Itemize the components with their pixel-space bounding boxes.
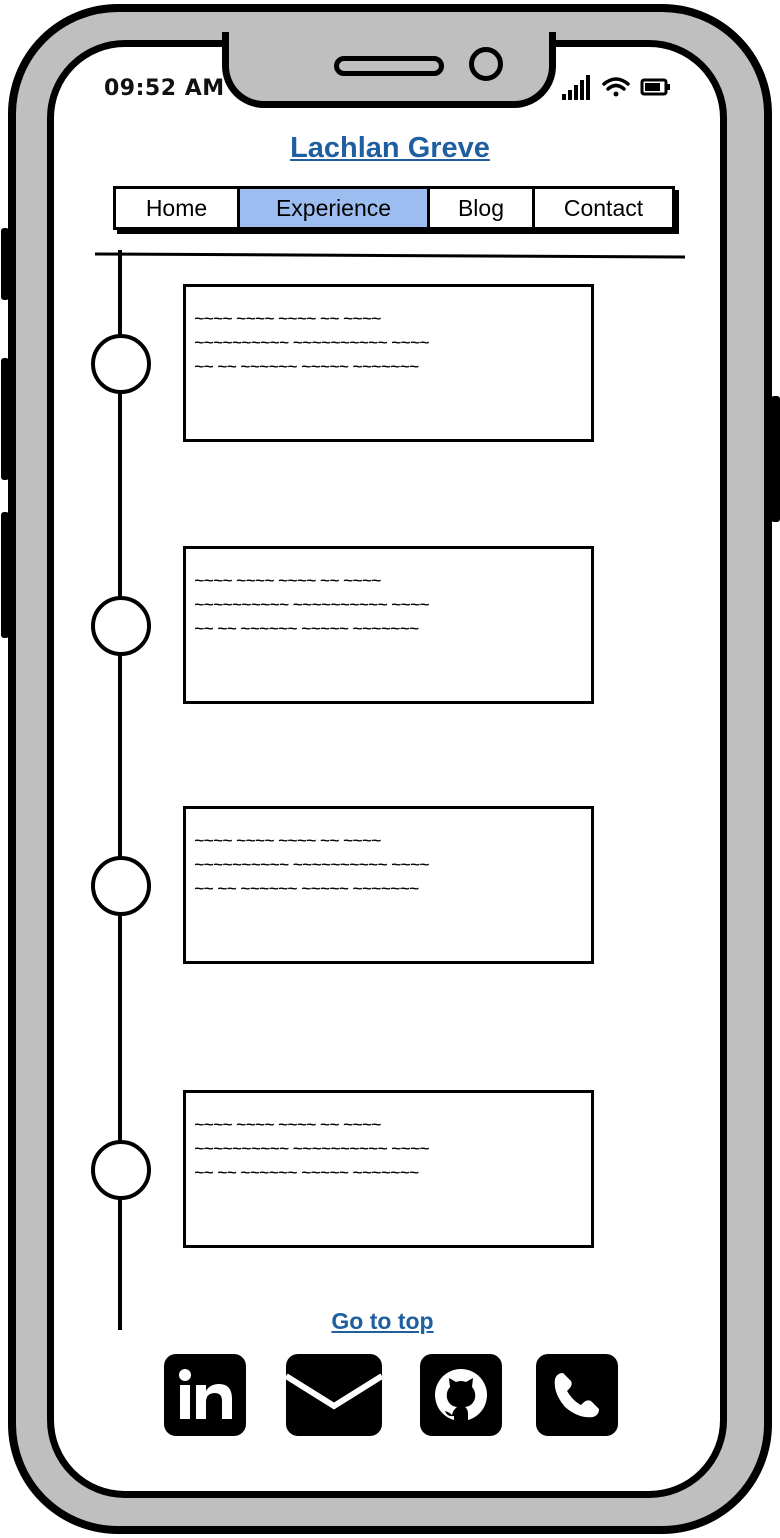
tab-contact[interactable]: Contact xyxy=(563,194,644,221)
linkedin-icon xyxy=(174,1367,236,1423)
timeline-node xyxy=(91,596,151,656)
timeline-card xyxy=(183,806,594,964)
phone-icon xyxy=(549,1367,605,1423)
side-button xyxy=(1,512,9,638)
phone-button[interactable] xyxy=(536,1354,618,1436)
go-to-top-link[interactable]: Go to top xyxy=(331,1308,434,1334)
tab-home[interactable]: Home xyxy=(116,189,240,227)
scribbled-text: ~~~~ ~~~~ ~~~~ ~~ ~~~~ ~~~~~~~~~~ ~~~~~~~~~~ ~~~~ ~~ ~~ ~~~~~~ ~~~~~ ~~~~~~~ xyxy=(194,311,429,374)
timeline-node xyxy=(91,334,151,394)
battery-icon xyxy=(642,80,670,94)
github-button[interactable] xyxy=(420,1354,502,1436)
side-button xyxy=(771,396,780,522)
scribbled-text: ~~~~ ~~~~ ~~~~ ~~ ~~~~ ~~~~~~~~~~ ~~~~~~~~~~ ~~~~ ~~ ~~ ~~~~~~ ~~~~~ ~~~~~~~ xyxy=(194,573,429,636)
scribbled-text: ~~~~ ~~~~ ~~~~ ~~ ~~~~ ~~~~~~~~~~ ~~~~~~~~~~ ~~~~ ~~ ~~ ~~~~~~ ~~~~~ ~~~~~~~ xyxy=(194,1117,429,1180)
wifi-icon xyxy=(604,79,628,97)
timeline-card xyxy=(183,284,594,442)
timeline-card xyxy=(183,1090,594,1248)
email-icon xyxy=(286,1354,382,1436)
status-time: 09:52 AM xyxy=(104,76,225,101)
screen xyxy=(47,40,727,1498)
nav-bar xyxy=(113,186,675,230)
timeline-node xyxy=(91,856,151,916)
timeline-card xyxy=(183,546,594,704)
speaker xyxy=(334,56,444,76)
side-button xyxy=(1,228,9,300)
linkedin-button[interactable] xyxy=(164,1354,246,1436)
tab-blog[interactable]: Blog xyxy=(430,189,535,227)
side-button xyxy=(1,358,9,480)
signal-icon xyxy=(562,75,590,100)
tab-experience[interactable]: Experience xyxy=(240,189,430,227)
email-button[interactable] xyxy=(286,1354,382,1436)
status-icons xyxy=(562,72,674,108)
scribbled-text: ~~~~ ~~~~ ~~~~ ~~ ~~~~ ~~~~~~~~~~ ~~~~~~~~~~ ~~~~ ~~ ~~ ~~~~~~ ~~~~~ ~~~~~~~ xyxy=(194,833,429,896)
camera xyxy=(469,47,503,81)
status-icons-svg xyxy=(562,72,674,104)
timeline-node xyxy=(91,1140,151,1200)
github-icon xyxy=(431,1365,491,1425)
page-title[interactable]: Lachlan Greve xyxy=(290,132,490,164)
